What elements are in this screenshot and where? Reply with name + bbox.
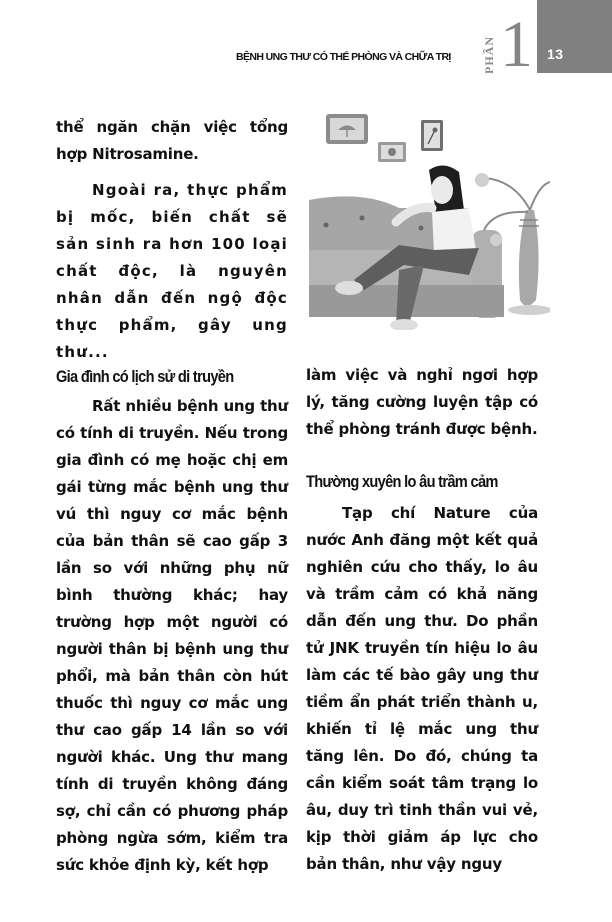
picture-frame-plant-icon: [421, 120, 443, 151]
part-label-text: PHẦN: [482, 36, 496, 74]
section-heading-anxiety: Thường xuyên lo âu trầm cảm: [306, 472, 498, 491]
anxiety-paragraph: Tạp chí Nature của nước Anh đăng một kết quả nghiên cứu cho thấy, lo âu và trầm cảm có khả năng dẫn đến ung thư. Do phần tử JNK truyền tín hiệu lo âu làm các tế bào gây ung thư tiềm ẩn phát triển thành u, khiến tỉ lệ mắc ung thư tăng lên. Do đó, chúng ta cần kiểm soát tâm trạng lo âu, duy trì tinh thần vui vẻ, kịp thời giảm áp lực cho bản thân, như vậy nguy: [306, 504, 538, 873]
hereditary-paragraph: Rất nhiều bệnh ung thư có tính di truyền. Nếu trong gia đình có mẹ hoặc chị em gái từng mắc bệnh ung thư vú thì nguy cơ mắc bệnh của bản thân sẽ cao gấp 3 lần so với những phụ nữ bình thường khác; hay trường hợp một người có người thân bị bệnh ung thư phổi, mà bản thân còn hút thuốc thì nguy cơ mắc ung thư cao gấp 14 lần so với người khác. Ung thư mang tính di truyền không đáng sợ, chỉ cần có phương pháp phòng ngừa sớm, kiểm tra sức khỏe định kỳ, kết hợp: [56, 397, 288, 874]
page-number-tab: [537, 0, 612, 73]
intro-paragraph: thể ngăn chặn việc tổng hợp Nitrosamine.: [56, 118, 288, 163]
picture-frame-umbrella-icon: [326, 114, 368, 144]
mold-paragraph: Ngoài ra, thực phẩm bị mốc, biến chất sẽ sản sinh ra hơn 100 loại chất độc, là nguyên nhân dẫn đến ngộ độc thực phẩm, gây ung thư...: [56, 181, 288, 361]
page-number: 13: [547, 46, 564, 62]
illustration-woman-on-sofa: [304, 100, 550, 330]
part-label: [482, 24, 496, 74]
section-heading-hereditary: Gia đình có lịch sử di truyền: [56, 367, 234, 386]
continuation-paragraph: làm việc và nghỉ ngơi hợp lý, tăng cường luyện tập có thể phòng tránh được bệnh.: [306, 366, 538, 438]
picture-frame-flower-icon: [378, 142, 406, 162]
running-title: BỆNH UNG THƯ CÓ THỂ PHÒNG VÀ CHỮA TRỊ: [236, 51, 451, 63]
part-number: 1: [500, 8, 533, 81]
